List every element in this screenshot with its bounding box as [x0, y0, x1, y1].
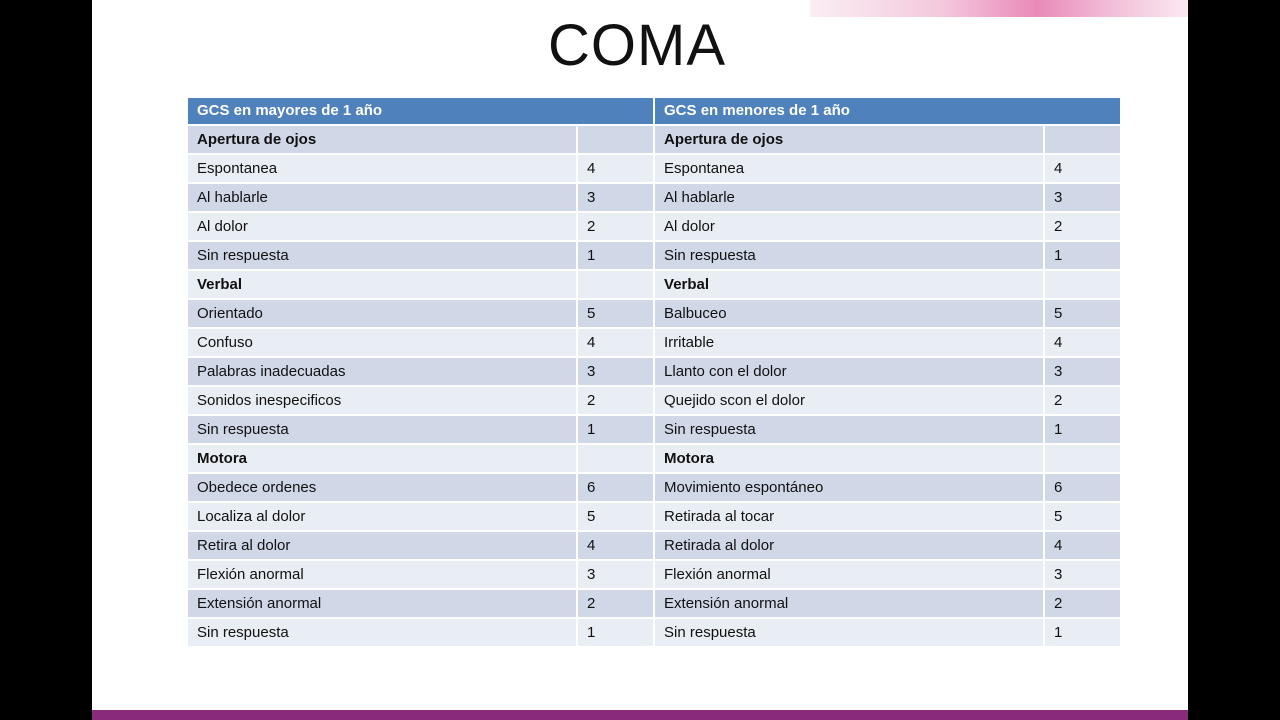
section-row	[187, 125, 1121, 154]
right-score-cell: 4	[1044, 154, 1121, 183]
left-score-cell	[577, 125, 654, 154]
table-row	[187, 183, 1121, 212]
left-label-cell: Al hablarle	[187, 183, 577, 212]
left-score-cell: 5	[577, 299, 654, 328]
table-body	[187, 125, 1121, 647]
left-score-cell: 3	[577, 357, 654, 386]
right-score-cell: 4	[1044, 328, 1121, 357]
right-score-cell: 1	[1044, 618, 1121, 647]
table-row	[187, 328, 1121, 357]
right-label-cell: Extensión anormal	[654, 589, 1044, 618]
table-row	[187, 589, 1121, 618]
left-label-cell: Localiza al dolor	[187, 502, 577, 531]
left-score-cell: 1	[577, 618, 654, 647]
right-label-cell: Apertura de ojos	[654, 125, 1044, 154]
left-label-cell: Verbal	[187, 270, 577, 299]
right-score-cell: 2	[1044, 386, 1121, 415]
right-label-cell: Motora	[654, 444, 1044, 473]
left-label-cell: Obedece ordenes	[187, 473, 577, 502]
left-score-cell: 3	[577, 560, 654, 589]
left-score-cell: 4	[577, 328, 654, 357]
left-score-cell: 2	[577, 212, 654, 241]
left-label-cell: Motora	[187, 444, 577, 473]
right-score-cell: 4	[1044, 531, 1121, 560]
left-score-cell: 2	[577, 589, 654, 618]
left-label-cell: Palabras inadecuadas	[187, 357, 577, 386]
left-score-cell: 5	[577, 502, 654, 531]
left-label-cell: Sin respuesta	[187, 241, 577, 270]
right-label-cell: Retirada al dolor	[654, 531, 1044, 560]
right-label-cell: Irritable	[654, 328, 1044, 357]
table-row	[187, 618, 1121, 647]
header-under-1-year: GCS en menores de 1 año	[654, 97, 1121, 125]
gcs-table	[186, 96, 1122, 648]
right-label-cell: Verbal	[654, 270, 1044, 299]
right-score-cell: 3	[1044, 357, 1121, 386]
left-score-cell: 3	[577, 183, 654, 212]
slide	[92, 0, 1188, 720]
right-label-cell: Sin respuesta	[654, 241, 1044, 270]
left-label-cell: Retira al dolor	[187, 531, 577, 560]
right-score-cell	[1044, 270, 1121, 299]
right-label-cell: Al dolor	[654, 212, 1044, 241]
right-label-cell: Al hablarle	[654, 183, 1044, 212]
slide-title: COMA	[548, 13, 726, 78]
left-label-cell: Apertura de ojos	[187, 125, 577, 154]
section-row	[187, 444, 1121, 473]
table-row	[187, 386, 1121, 415]
right-label-cell: Movimiento espontáneo	[654, 473, 1044, 502]
table-row	[187, 531, 1121, 560]
left-score-cell: 6	[577, 473, 654, 502]
left-score-cell: 2	[577, 386, 654, 415]
right-score-cell: 3	[1044, 560, 1121, 589]
right-label-cell: Llanto con el dolor	[654, 357, 1044, 386]
right-label-cell: Retirada al tocar	[654, 502, 1044, 531]
table-row	[187, 415, 1121, 444]
section-row	[187, 270, 1121, 299]
left-label-cell: Al dolor	[187, 212, 577, 241]
table-row	[187, 357, 1121, 386]
left-label-cell: Sin respuesta	[187, 618, 577, 647]
right-label-cell: Sin respuesta	[654, 618, 1044, 647]
left-label-cell: Confuso	[187, 328, 577, 357]
table-row	[187, 502, 1121, 531]
right-score-cell: 1	[1044, 241, 1121, 270]
left-label-cell: Extensión anormal	[187, 589, 577, 618]
right-score-cell: 1	[1044, 415, 1121, 444]
table-row	[187, 473, 1121, 502]
left-score-cell	[577, 444, 654, 473]
right-score-cell: 5	[1044, 502, 1121, 531]
left-label-cell: Espontanea	[187, 154, 577, 183]
table-row	[187, 154, 1121, 183]
right-score-cell: 2	[1044, 589, 1121, 618]
table-row	[187, 560, 1121, 589]
left-label-cell: Sin respuesta	[187, 415, 577, 444]
right-label-cell: Flexión anormal	[654, 560, 1044, 589]
left-score-cell: 4	[577, 531, 654, 560]
right-score-cell: 2	[1044, 212, 1121, 241]
right-score-cell	[1044, 444, 1121, 473]
right-label-cell: Balbuceo	[654, 299, 1044, 328]
table-row	[187, 299, 1121, 328]
left-score-cell: 1	[577, 415, 654, 444]
right-label-cell: Quejido scon el dolor	[654, 386, 1044, 415]
left-score-cell: 1	[577, 241, 654, 270]
right-score-cell	[1044, 125, 1121, 154]
right-score-cell: 5	[1044, 299, 1121, 328]
left-label-cell: Flexión anormal	[187, 560, 577, 589]
right-label-cell: Sin respuesta	[654, 415, 1044, 444]
left-score-cell: 4	[577, 154, 654, 183]
right-score-cell: 6	[1044, 473, 1121, 502]
left-label-cell: Orientado	[187, 299, 577, 328]
right-label-cell: Espontanea	[654, 154, 1044, 183]
right-score-cell: 3	[1044, 183, 1121, 212]
table-row	[187, 241, 1121, 270]
table-header-row	[187, 97, 1121, 125]
bottom-decorative-bar	[92, 710, 1188, 720]
table-row	[187, 212, 1121, 241]
header-over-1-year: GCS en mayores de 1 año	[187, 97, 654, 125]
left-score-cell	[577, 270, 654, 299]
left-label-cell: Sonidos inespecificos	[187, 386, 577, 415]
